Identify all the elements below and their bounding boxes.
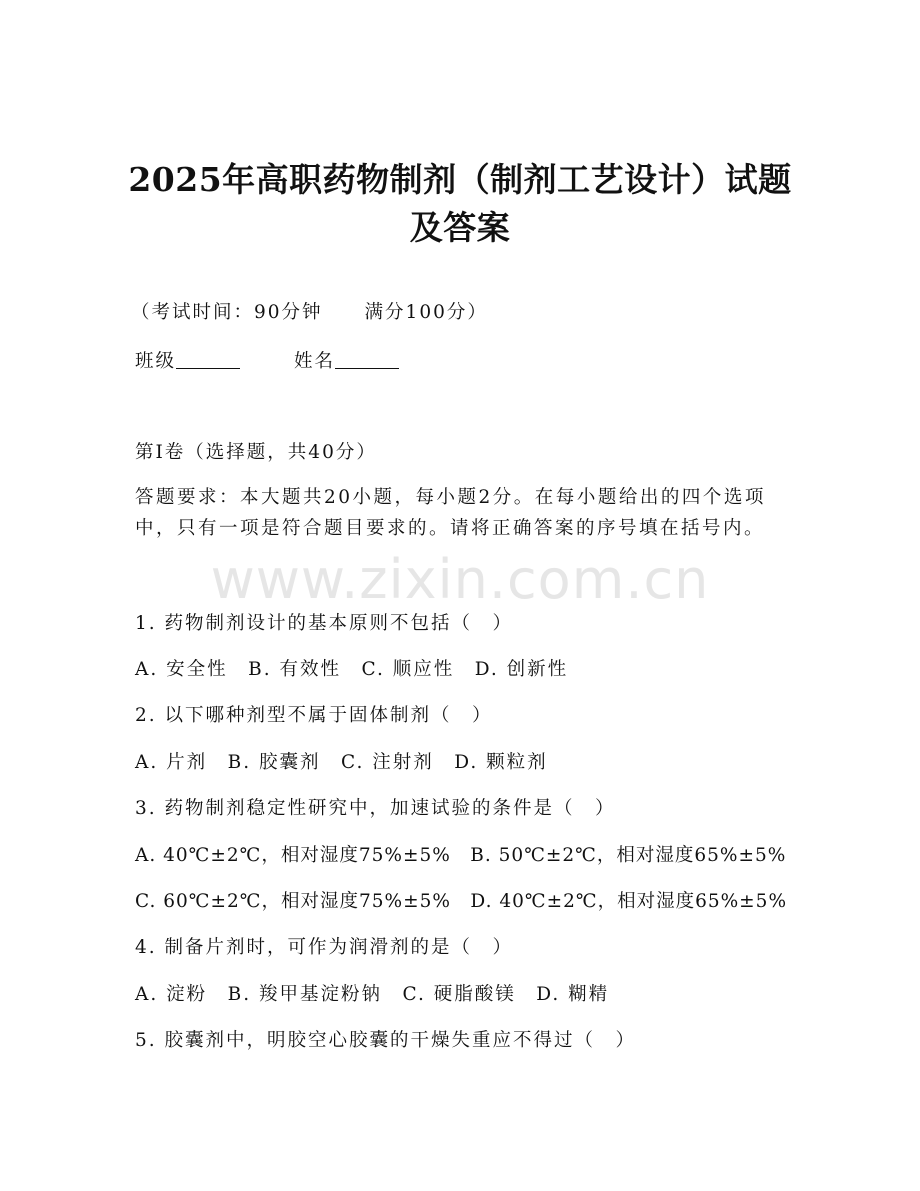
question-2-options: A. 片剂 B. 胶囊剂 C. 注射剂 D. 颗粒剂 [135,752,548,773]
section-heading: 第Ⅰ卷（选择题，共40分） [135,442,377,463]
exam-time: （考试时间：90分钟 [131,302,323,323]
question-2-stem: 2. 以下哪种剂型不属于固体制剂（ ） [135,705,493,726]
exam-info [131,300,488,326]
question-4-stem: 4. 制备片剂时，可作为润滑剂的是（ ） [135,937,514,958]
class-blank [176,350,240,369]
exam-full-score: 满分100分） [364,302,488,323]
section-instructions: 答题要求：本大题共20小题，每小题2分。在每小题给出的四个选项中，只有一项是符合题目要求的。请将正确答案的序号填在括号内。 [135,487,766,539]
watermark: www.zixin.com.cn [210,548,710,611]
name-blank [335,350,399,369]
document-title-line-1: 2025年高职药物制剂（制剂工艺设计）试题 [128,160,792,199]
question-4-options: A. 淀粉 B. 羧甲基淀粉钠 C. 硬脂酸镁 D. 糊精 [135,984,610,1005]
question-1-options: A. 安全性 B. 有效性 C. 顺应性 D. 创新性 [135,659,569,680]
document-title-line-2: 及答案 [409,208,511,247]
name-label: 姓名 [294,351,336,372]
question-5-stem: 5. 胶囊剂中，明胶空心胶囊的干燥失重应不得过（ ） [135,1030,637,1051]
student-fields [135,349,399,375]
question-3-options-line-2: C. 60℃±2℃，相对湿度75%±5% D. 40℃±2℃，相对湿度65%±5% [135,891,788,912]
question-1-stem: 1. 药物制剂设计的基本原则不包括（ ） [135,613,514,634]
question-3-stem: 3. 药物制剂稳定性研究中，加速试验的条件是（ ） [135,798,616,819]
class-label: 班级 [135,351,177,372]
question-3-options-line-1: A. 40℃±2℃，相对湿度75%±5% B. 50℃±2℃，相对湿度65%±5% [135,845,787,866]
